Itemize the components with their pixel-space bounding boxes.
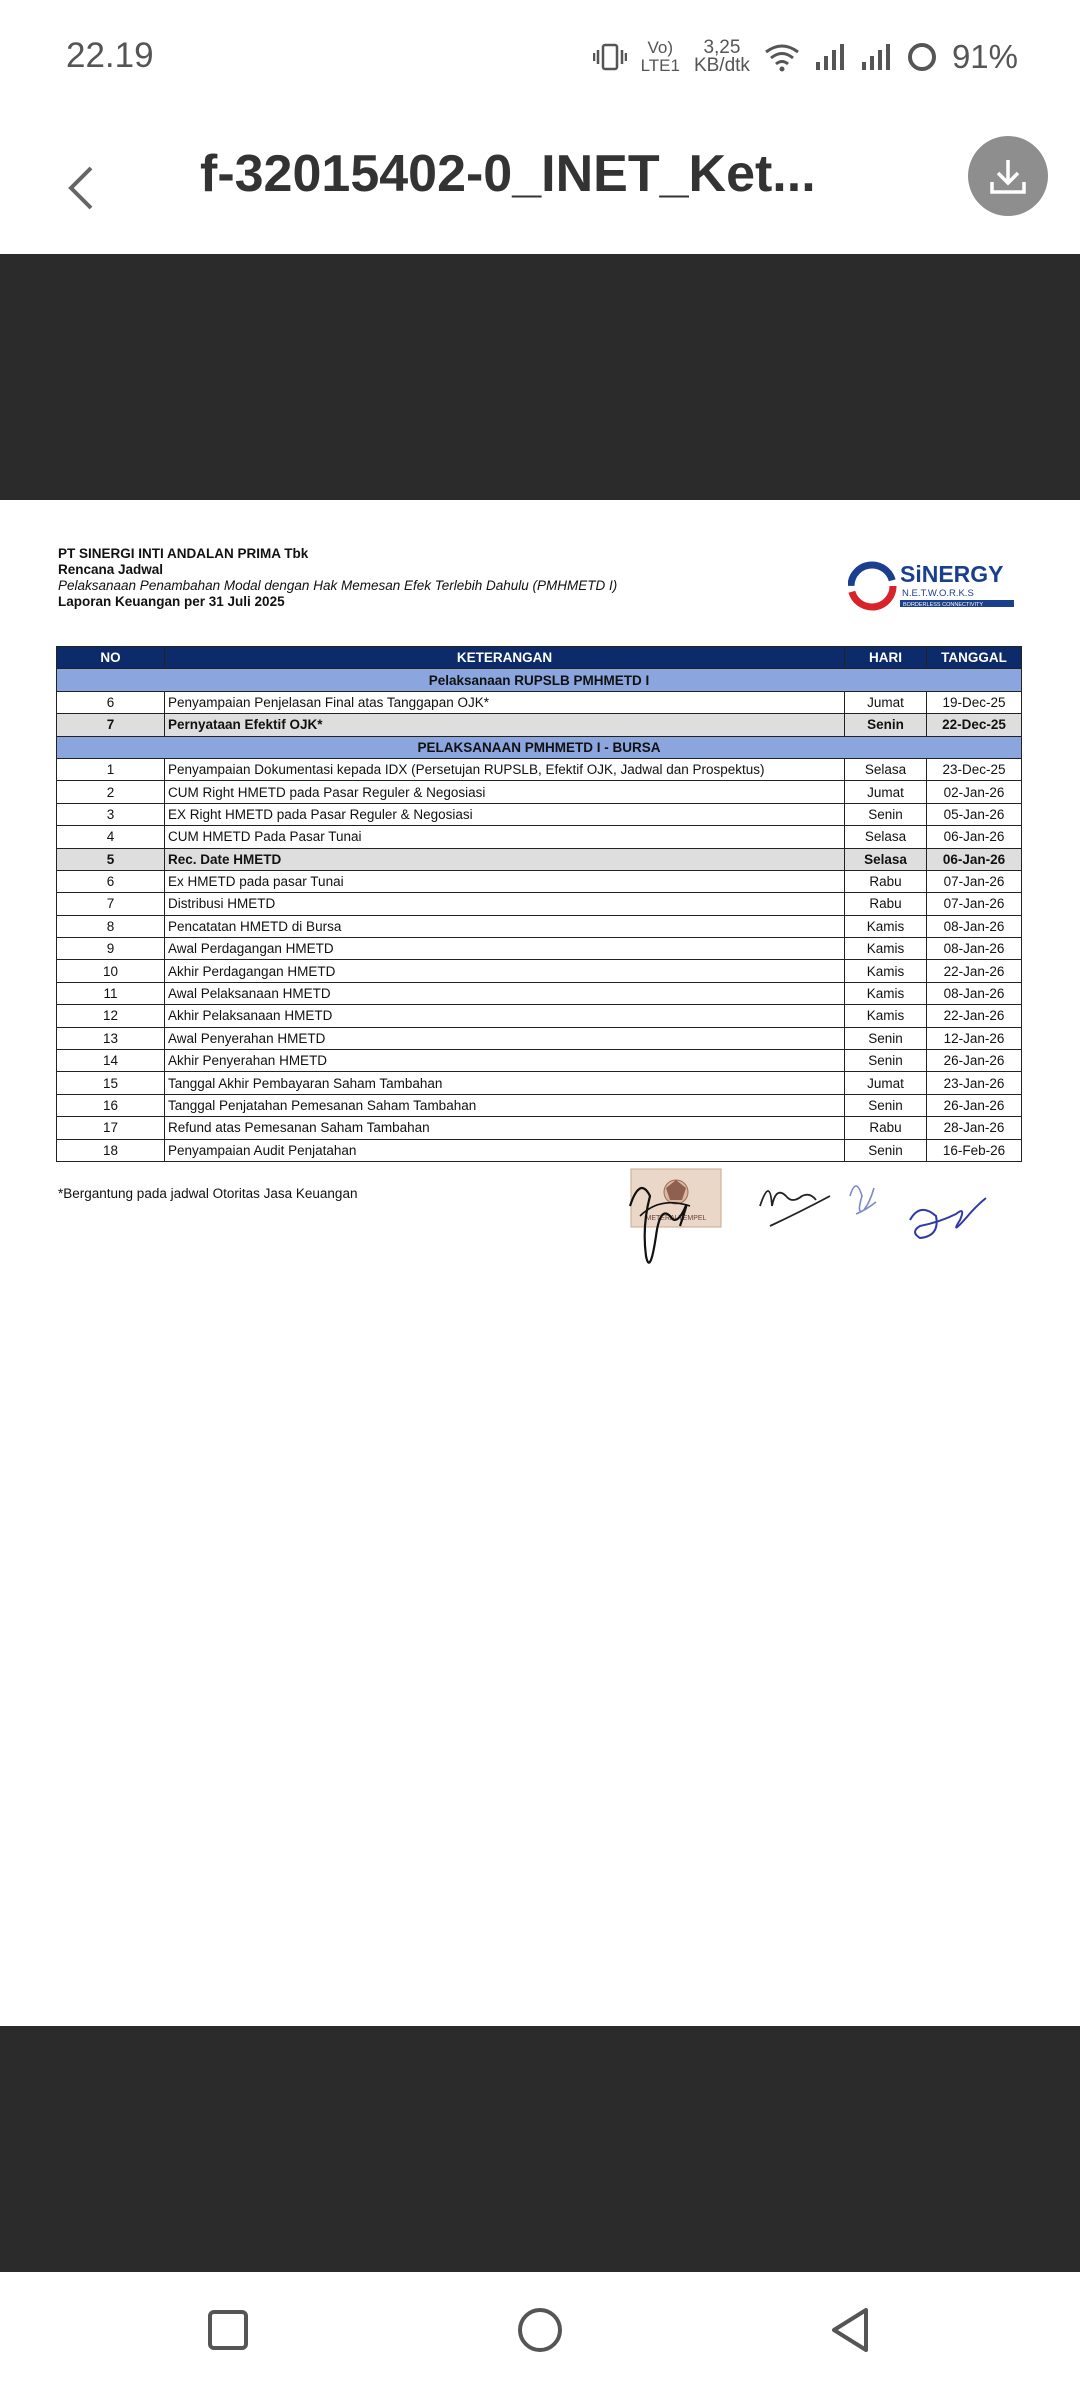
download-icon — [986, 154, 1030, 198]
recents-button[interactable] — [198, 2300, 258, 2360]
battery-icon — [906, 41, 938, 73]
chevron-left-icon — [65, 164, 95, 212]
document-title: f-32015402-0_INET_Ket... — [200, 145, 816, 203]
vibrate-icon — [593, 42, 627, 72]
table-row: 16 Tanggal Penjatahan Pemesanan Saham Tambahan Senin 26-Jan-26 — [57, 1094, 1022, 1116]
square-icon — [206, 2308, 250, 2352]
signal-icon-1 — [814, 42, 846, 72]
section-row — [57, 669, 1022, 691]
status-icons — [593, 32, 1018, 82]
table-row: 10 Akhir Perdagangan HMETD Kamis 22-Jan-26 — [57, 960, 1022, 982]
viewer-background-bottom — [0, 2026, 1080, 2272]
table-row: 18 Penyampaian Audit Penjatahan Senin 16-Feb-26 — [57, 1139, 1022, 1161]
circle-icon — [516, 2306, 564, 2354]
table-row: 12 Akhir Pelaksanaan HMETD Kamis 22-Jan-26 — [57, 1005, 1022, 1027]
table-row: 7 Distribusi HMETD Rabu 07-Jan-26 — [57, 893, 1022, 915]
table-row: 1 Penyampaian Dokumentasi kepada IDX (Persetujan RUPSLB, Efektif OJK, Jadwal dan Prospektus) Selasa 23-Dec-25 — [57, 758, 1022, 780]
network-speed: 3,25 KB/dtk — [693, 37, 750, 76]
home-button[interactable] — [510, 2300, 570, 2360]
header-hari: HARI — [845, 647, 927, 669]
signatures — [620, 1166, 1000, 1286]
company-name: PT SINERGI INTI ANDALAN PRIMA Tbk — [58, 546, 309, 561]
footnote: *Bergantung pada jadwal Otoritas Jasa Keuangan — [58, 1186, 358, 1201]
table-row: 8 Pencatatan HMETD di Bursa Kamis 08-Jan-26 — [57, 915, 1022, 937]
section-title: Pelaksanaan RUPSLB PMHMETD I — [57, 669, 1022, 691]
sinergy-logo — [848, 560, 1020, 612]
document-page[interactable] — [0, 500, 1080, 2026]
table-row: 6 Ex HMETD pada pasar Tunai Rabu 07-Jan-26 — [57, 870, 1022, 892]
document-header — [58, 546, 617, 610]
table-row: 11 Awal Pelaksanaan HMETD Kamis 08-Jan-26 — [57, 982, 1022, 1004]
svg-text:SiNERGY: SiNERGY — [900, 561, 1004, 587]
nav-back-button[interactable] — [820, 2300, 880, 2360]
report-date: Laporan Keuangan per 31 Juli 2025 — [58, 594, 285, 609]
table-row: 13 Awal Penyerahan HMETD Senin 12-Jan-26 — [57, 1027, 1022, 1049]
document-subtitle: Rencana Jadwal — [58, 562, 164, 577]
table-row: 3 EX Right HMETD pada Pasar Reguler & Negosiasi Senin 05-Jan-26 — [57, 803, 1022, 825]
back-button[interactable] — [50, 148, 110, 228]
header-no: NO — [57, 647, 165, 669]
table-row: 4 CUM HMETD Pada Pasar Tunai Selasa 06-Jan-26 — [57, 826, 1022, 848]
table-row: 6 Penyampaian Penjelasan Final atas Tanggapan OJK* Jumat 19-Dec-25 — [57, 691, 1022, 713]
table-row-highlighted: 7 Pernyataan Efektif OJK* Senin 22-Dec-25 — [57, 714, 1022, 736]
viewer-background-top — [0, 254, 1080, 500]
header-tanggal: TANGGAL — [927, 647, 1022, 669]
section-title: PELAKSANAAN PMHMETD I - BURSA — [57, 736, 1022, 758]
table-row: 9 Awal Perdagangan HMETD Kamis 08-Jan-26 — [57, 938, 1022, 960]
app-bar — [0, 118, 1080, 254]
section-row — [57, 736, 1022, 758]
wifi-icon — [764, 42, 800, 72]
header-keterangan: KETERANGAN — [165, 647, 845, 669]
status-time: 22.19 — [66, 36, 154, 75]
download-button[interactable] — [968, 136, 1048, 216]
table-row: 15 Tanggal Akhir Pembayaran Saham Tambahan Jumat 23-Jan-26 — [57, 1072, 1022, 1094]
triangle-back-icon — [828, 2306, 872, 2354]
navigation-bar — [0, 2272, 1080, 2388]
svg-text:BORDERLESS CONNECTIVITY: BORDERLESS CONNECTIVITY — [903, 602, 984, 608]
table-row: 14 Akhir Penyerahan HMETD Senin 26-Jan-26 — [57, 1050, 1022, 1072]
svg-text:METERAI TEMPEL: METERAI TEMPEL — [645, 1215, 707, 1222]
table-header-row — [57, 647, 1022, 669]
table-row: 2 CUM Right HMETD pada Pasar Reguler & Negosiasi Jumat 02-Jan-26 — [57, 781, 1022, 803]
document-description: Pelaksanaan Penambahan Modal dengan Hak Memesan Efek Terlebih Dahulu (PMHMETD I) — [58, 578, 618, 593]
status-bar — [0, 0, 1080, 118]
volte-indicator: Vo) LTE1 — [640, 38, 680, 75]
svg-text:N.E.T.W.O.R.K.S: N.E.T.W.O.R.K.S — [902, 588, 974, 599]
table-row: 17 Refund atas Pemesanan Saham Tambahan Rabu 28-Jan-26 — [57, 1117, 1022, 1139]
schedule-table — [56, 646, 1022, 1162]
signal-icon-2 — [860, 42, 892, 72]
battery-percent: 91% — [951, 38, 1018, 75]
table-row-highlighted: 5 Rec. Date HMETD Selasa 06-Jan-26 — [57, 848, 1022, 870]
